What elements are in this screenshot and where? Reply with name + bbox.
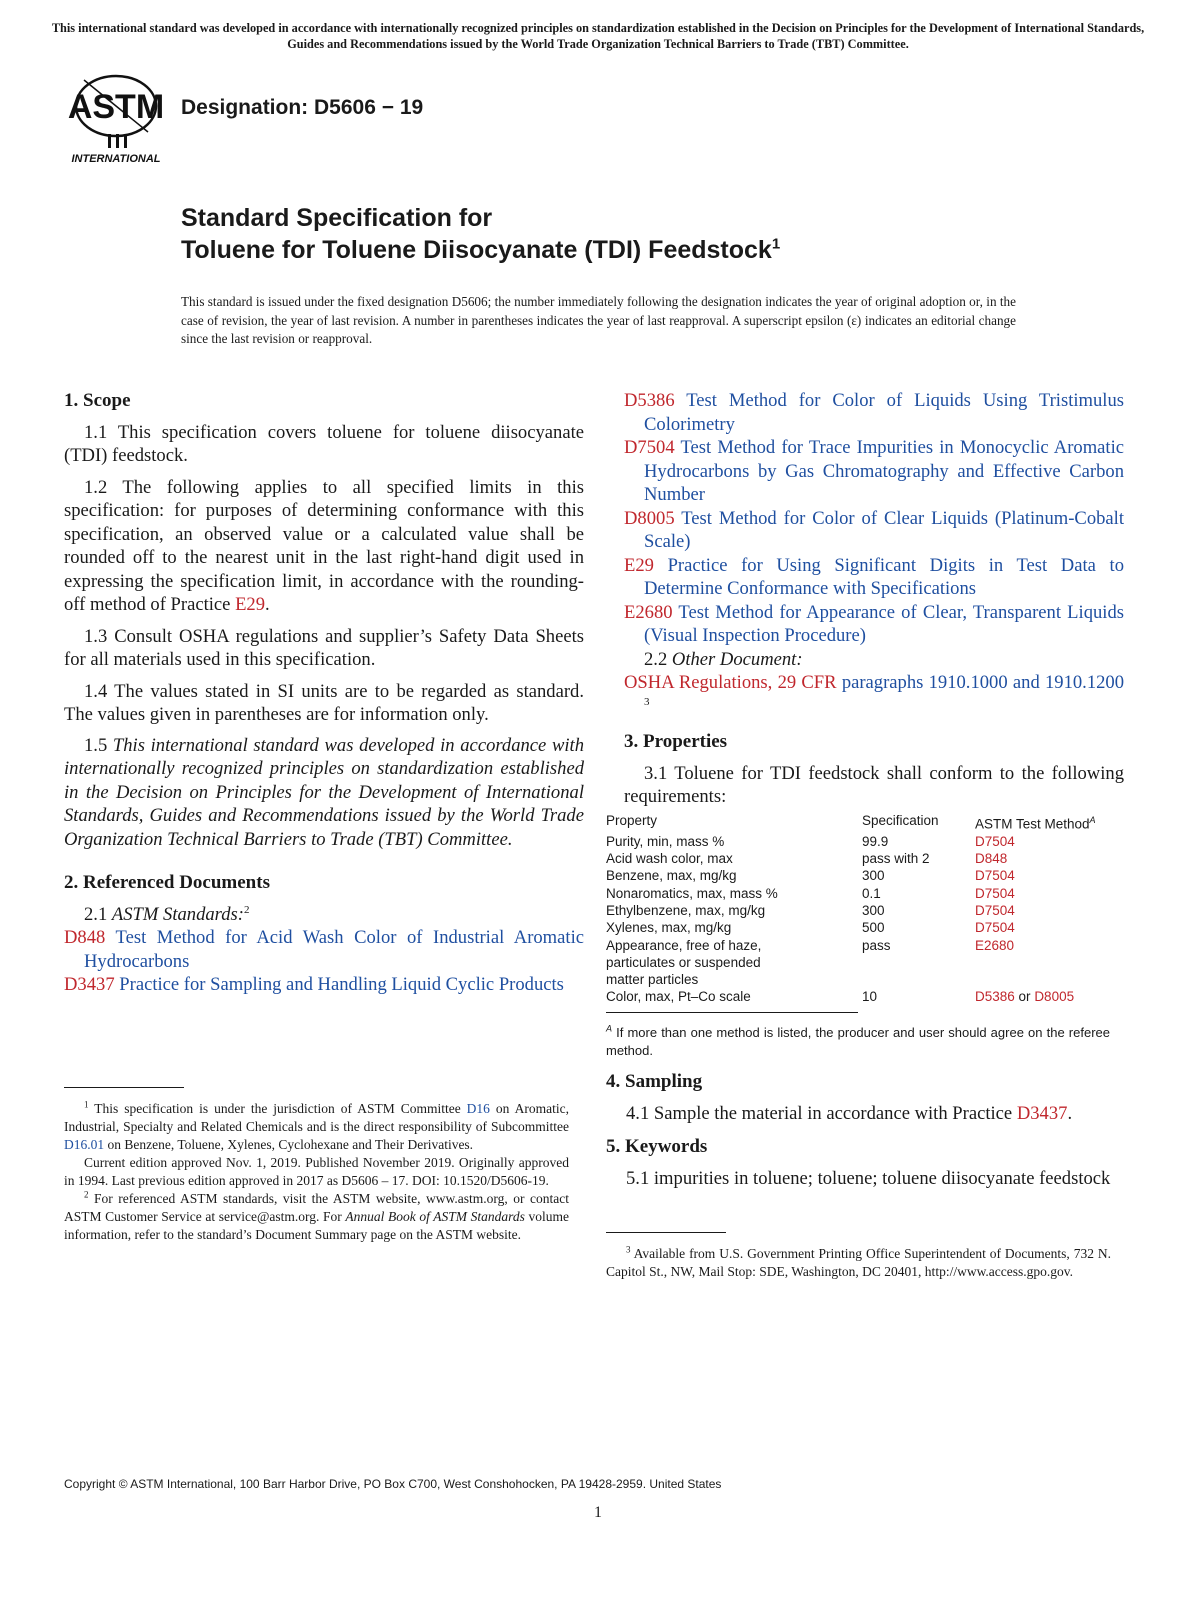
- ref-d7504-code[interactable]: D7504: [624, 437, 675, 458]
- ref-d8005[interactable]: [624, 507, 1124, 554]
- table-note-marker: A: [606, 1023, 613, 1034]
- table-row: [606, 885, 1135, 902]
- title-footnote-ref[interactable]: 1: [771, 235, 781, 253]
- astm-logo-icon: [64, 70, 168, 166]
- scope-1-5-text: This international standard was developed in accordance with internationally recognized principles on standardization established in the Decision on Principles for the Development of International Standards, Guides and Recommendations issued by the World Trade Organization Technical Barriers to Trade (TBT) Committee.: [64, 734, 585, 850]
- footnote-2-a: For referenced ASTM standards, visit the ASTM website, www.astm.org, or contact ASTM Customer Service at service@astm.org. For: [64, 1191, 569, 1224]
- table-row: [606, 988, 1135, 1005]
- ref-d7504[interactable]: [624, 436, 1124, 507]
- references-2-1-label: ASTM Standards:: [111, 903, 244, 925]
- row-property: Appearance, free of haze, particulates or suspended matter particles: [606, 937, 762, 988]
- footnote-1-marker: 1: [84, 1099, 89, 1110]
- table-row: [606, 937, 1135, 989]
- row-spec: pass: [862, 937, 891, 953]
- row-method-link[interactable]: D7504: [975, 868, 1015, 884]
- table-row: [606, 902, 1135, 919]
- row-method-link[interactable]: D7504: [975, 833, 1015, 849]
- table-header-row: [606, 812, 1135, 833]
- d3437-link[interactable]: D3437: [1016, 1102, 1068, 1124]
- table-row: [606, 867, 1135, 884]
- row-property: Color, max, Pt–Co scale: [606, 989, 751, 1005]
- references-2-1-num: 2.1: [84, 903, 112, 925]
- sampling-4-1-text: 4.1 Sample the material in accordance with Practice: [626, 1102, 1017, 1124]
- row-property: Acid wash color, max: [606, 851, 733, 867]
- ref-d7504-title[interactable]: Test Method for Trace Impurities in Monocyclic Aromatic Hydrocarbons by Gas Chromatography and Effective Carbon Number: [644, 437, 1124, 505]
- row-method-or: or: [1014, 989, 1035, 1005]
- ref-e29-code[interactable]: E29: [624, 554, 654, 576]
- d5386-link[interactable]: D5386: [975, 989, 1015, 1005]
- footnote-2-b: volume information, refer to the standard’s Document Summary page on the ASTM website.: [64, 1209, 570, 1242]
- table-rule: [606, 1012, 858, 1013]
- footnote-rule-left: [64, 1087, 184, 1088]
- issuance-notice: This standard is issued under the fixed designation D5606; the number immediately following the designation indicates the year of original adoption or, in the case of revision, the year of last revision. A number in parentheses indicates the year of last reapproval. A superscript epsilon (ε) indicates an editorial change since the last revision or reapproval.: [181, 294, 1016, 346]
- keywords-5-1: 5.1 impurities in toluene; toluene; toluene diisocyanate feedstock: [626, 1167, 1111, 1189]
- row-property: Ethylbenzene, max, mg/kg: [606, 902, 766, 918]
- logo-text: ASTM: [67, 88, 165, 126]
- ref-d3437-code[interactable]: D3437: [64, 974, 115, 995]
- row-spec: 300: [862, 902, 885, 918]
- header-spec: Specification: [862, 813, 939, 828]
- row-spec: 500: [862, 920, 885, 936]
- header-method-note[interactable]: A: [1089, 815, 1096, 825]
- ref-e29[interactable]: [624, 554, 1124, 601]
- title-line-2: [181, 234, 780, 266]
- ref-e2680-code[interactable]: E2680: [624, 601, 673, 623]
- scope-heading: 1. Scope: [64, 390, 131, 411]
- scope-1-1: 1.1 This specification covers toluene for toluene diisocyanate (TDI) feedstock.: [64, 421, 584, 466]
- scope-1-2-text: 1.2 The following applies to all specified limits in this specification: for purposes of determining conformance with this specification, an observed value or a calculated value shall be rounded off to the nearest unit in the last right-hand digit used in expressing the specification limit, in accordance with the rounding-off method of Practice: [64, 476, 584, 615]
- ref-d3437[interactable]: [64, 973, 584, 997]
- e29-link[interactable]: E29: [235, 594, 266, 615]
- row-method-link[interactable]: D7504: [975, 885, 1015, 901]
- footnote-3: [606, 1245, 1111, 1281]
- ref-d848-title[interactable]: Test Method for Acid Wash Color of Industrial Aromatic Hydrocarbons: [84, 927, 584, 972]
- scope-1-5-num: 1.5: [84, 734, 113, 756]
- footnote-2-marker: 2: [84, 1189, 89, 1200]
- row-method-link[interactable]: E2680: [975, 937, 1015, 953]
- footnote-1-a: This specification is under the jurisdiction of ASTM Committee: [88, 1101, 467, 1116]
- references-2-2-label: Other Document:: [671, 648, 803, 670]
- references-2-2: [624, 648, 1124, 672]
- references-heading: 2. Referenced Documents: [64, 872, 270, 893]
- row-property: Purity, min, mass %: [606, 833, 725, 849]
- sampling-4-1: [606, 1102, 1111, 1126]
- properties-3-1: 3.1 Toluene for TDI feedstock shall conform to the following requirements:: [624, 762, 1124, 807]
- copyright: Copyright © ASTM International, 100 Barr Harbor Drive, PO Box C700, West Conshohocken, PA 19428-2959. United States: [64, 1477, 722, 1491]
- scope-1-2-end: .: [265, 594, 270, 615]
- table-row: [606, 833, 1135, 850]
- table-note: [606, 1024, 1110, 1059]
- keywords-heading: 5. Keywords: [606, 1136, 708, 1157]
- table-row: [606, 850, 1135, 867]
- header-property: Property: [606, 813, 658, 828]
- ref-d3437-title[interactable]: Practice for Sampling and Handling Liquid Cyclic Products: [119, 974, 564, 995]
- ref-d5386-title[interactable]: Test Method for Color of Liquids Using Tristimulus Colorimetry: [644, 390, 1124, 435]
- ref-d8005-title[interactable]: Test Method for Color of Clear Liquids (Platinum-Cobalt Scale): [644, 507, 1124, 552]
- d8005-link[interactable]: D8005: [1034, 989, 1075, 1005]
- row-method-link[interactable]: D7504: [975, 920, 1015, 936]
- right-column-lower: [606, 1070, 1111, 1190]
- sampling-heading: 4. Sampling: [606, 1071, 703, 1092]
- row-spec: 0.1: [862, 885, 881, 901]
- scope-1-5: [64, 734, 584, 852]
- header-method: [975, 812, 1135, 833]
- header-method-text: ASTM Test Method: [975, 816, 1090, 832]
- footnote-1-edition: Current edition approved Nov. 1, 2019. Published November 2019. Originally approved in 1994. Last previous edition approved in 2017 as D5606 – 17. DOI: 10.1520/D5606-19.: [64, 1155, 569, 1188]
- footnote-3-marker: 3: [626, 1244, 631, 1255]
- wto-notice: This international standard was developed in accordance with internationally recognized principles on standardization established in the Decision on Principles for the Development of International Standards, Guides and Recommendations issued by the World Trade Organization Technical Barriers to Trade (TBT) Committee.: [51, 21, 1145, 51]
- properties-heading: 3. Properties: [624, 731, 728, 752]
- properties-table: [606, 812, 1135, 1006]
- row-method: [975, 988, 1135, 1005]
- ref-osha-title[interactable]: paragraphs 1910.1000 and 1910.1200: [841, 672, 1125, 693]
- d16-link[interactable]: D16: [466, 1101, 490, 1116]
- row-method-link[interactable]: D7504: [975, 902, 1015, 918]
- d16-01-link[interactable]: D16.01: [64, 1137, 105, 1152]
- footnote-1-b: on Aromatic, Industrial, Specialty and Related Chemicals and is the direct responsibility of Subcommittee: [64, 1101, 569, 1134]
- footnote-ref-3[interactable]: 3: [644, 695, 650, 708]
- scope-1-2: [64, 476, 584, 617]
- row-property: Benzene, max, mg/kg: [606, 868, 737, 884]
- right-column: [624, 389, 1124, 817]
- footnote-ref-2[interactable]: 2: [243, 903, 250, 916]
- astm-logo: [64, 70, 168, 166]
- footnote-2-italic: Annual Book of ASTM Standards: [345, 1209, 525, 1224]
- row-spec: 300: [862, 868, 885, 884]
- row-spec: 99.9: [862, 833, 889, 849]
- page-number: 1: [594, 1504, 602, 1521]
- footnote-rule-right: [606, 1232, 726, 1233]
- scope-1-3: 1.3 Consult OSHA regulations and supplier’s Safety Data Sheets for all materials used in this specification.: [64, 625, 584, 670]
- scope-1-4: 1.4 The values stated in SI units are to be regarded as standard. The values given in parentheses are for information only.: [64, 680, 584, 725]
- properties-table-wrap: [606, 812, 1135, 1006]
- ref-d5386-code[interactable]: D5386: [624, 390, 675, 411]
- row-property: Nonaromatics, max, mass %: [606, 885, 778, 901]
- document-title: [181, 202, 780, 266]
- references-2-2-num: 2.2: [644, 648, 672, 670]
- row-property: Xylenes, max, mg/kg: [606, 920, 732, 936]
- ref-e29-title[interactable]: Practice for Using Significant Digits in Test Data to Determine Conformance with Specifications: [644, 554, 1124, 599]
- ref-d848[interactable]: [64, 926, 584, 973]
- title-line-1: Standard Specification for: [181, 204, 493, 232]
- ref-osha-code[interactable]: OSHA Regulations, 29 CFR: [624, 672, 837, 693]
- footnote-right: [606, 1245, 1111, 1281]
- table-note-text: If more than one method is listed, the producer and user should agree on the referee method.: [606, 1025, 1110, 1058]
- ref-d5386[interactable]: [624, 389, 1124, 436]
- left-column: [64, 389, 584, 997]
- row-method-link[interactable]: D848: [975, 851, 1008, 867]
- row-spec: 10: [862, 989, 878, 1005]
- ref-e2680[interactable]: [624, 601, 1124, 648]
- footnote-2: [64, 1190, 569, 1244]
- footnote-1-c: on Benzene, Toluene, Xylenes, Cyclohexane and Their Derivatives.: [104, 1137, 474, 1152]
- ref-osha[interactable]: [624, 671, 1124, 718]
- title-line-2-text: Toluene for Toluene Diisocyanate (TDI) Feedstock: [181, 236, 772, 264]
- ref-e2680-title[interactable]: Test Method for Appearance of Clear, Transparent Liquids (Visual Inspection Procedure): [644, 601, 1124, 646]
- references-2-1: [64, 903, 584, 927]
- ref-d848-code[interactable]: D848: [64, 927, 106, 948]
- designation: Designation: D5606 − 19: [181, 96, 424, 119]
- table-row: [606, 919, 1135, 936]
- footnotes-left: [64, 1100, 569, 1244]
- ref-d8005-code[interactable]: D8005: [624, 507, 675, 529]
- logo-subtext: INTERNATIONAL: [71, 153, 161, 165]
- row-spec: pass with 2: [862, 851, 930, 867]
- footnote-3-text: Available from U.S. Government Printing Office Superintendent of Documents, 732 N. Capitol St., NW, Mail Stop: SDE, Washington, DC 20401, http://www.access.gpo.gov.: [606, 1246, 1111, 1279]
- sampling-4-1-end: .: [1067, 1102, 1073, 1124]
- footnote-1: [64, 1100, 569, 1154]
